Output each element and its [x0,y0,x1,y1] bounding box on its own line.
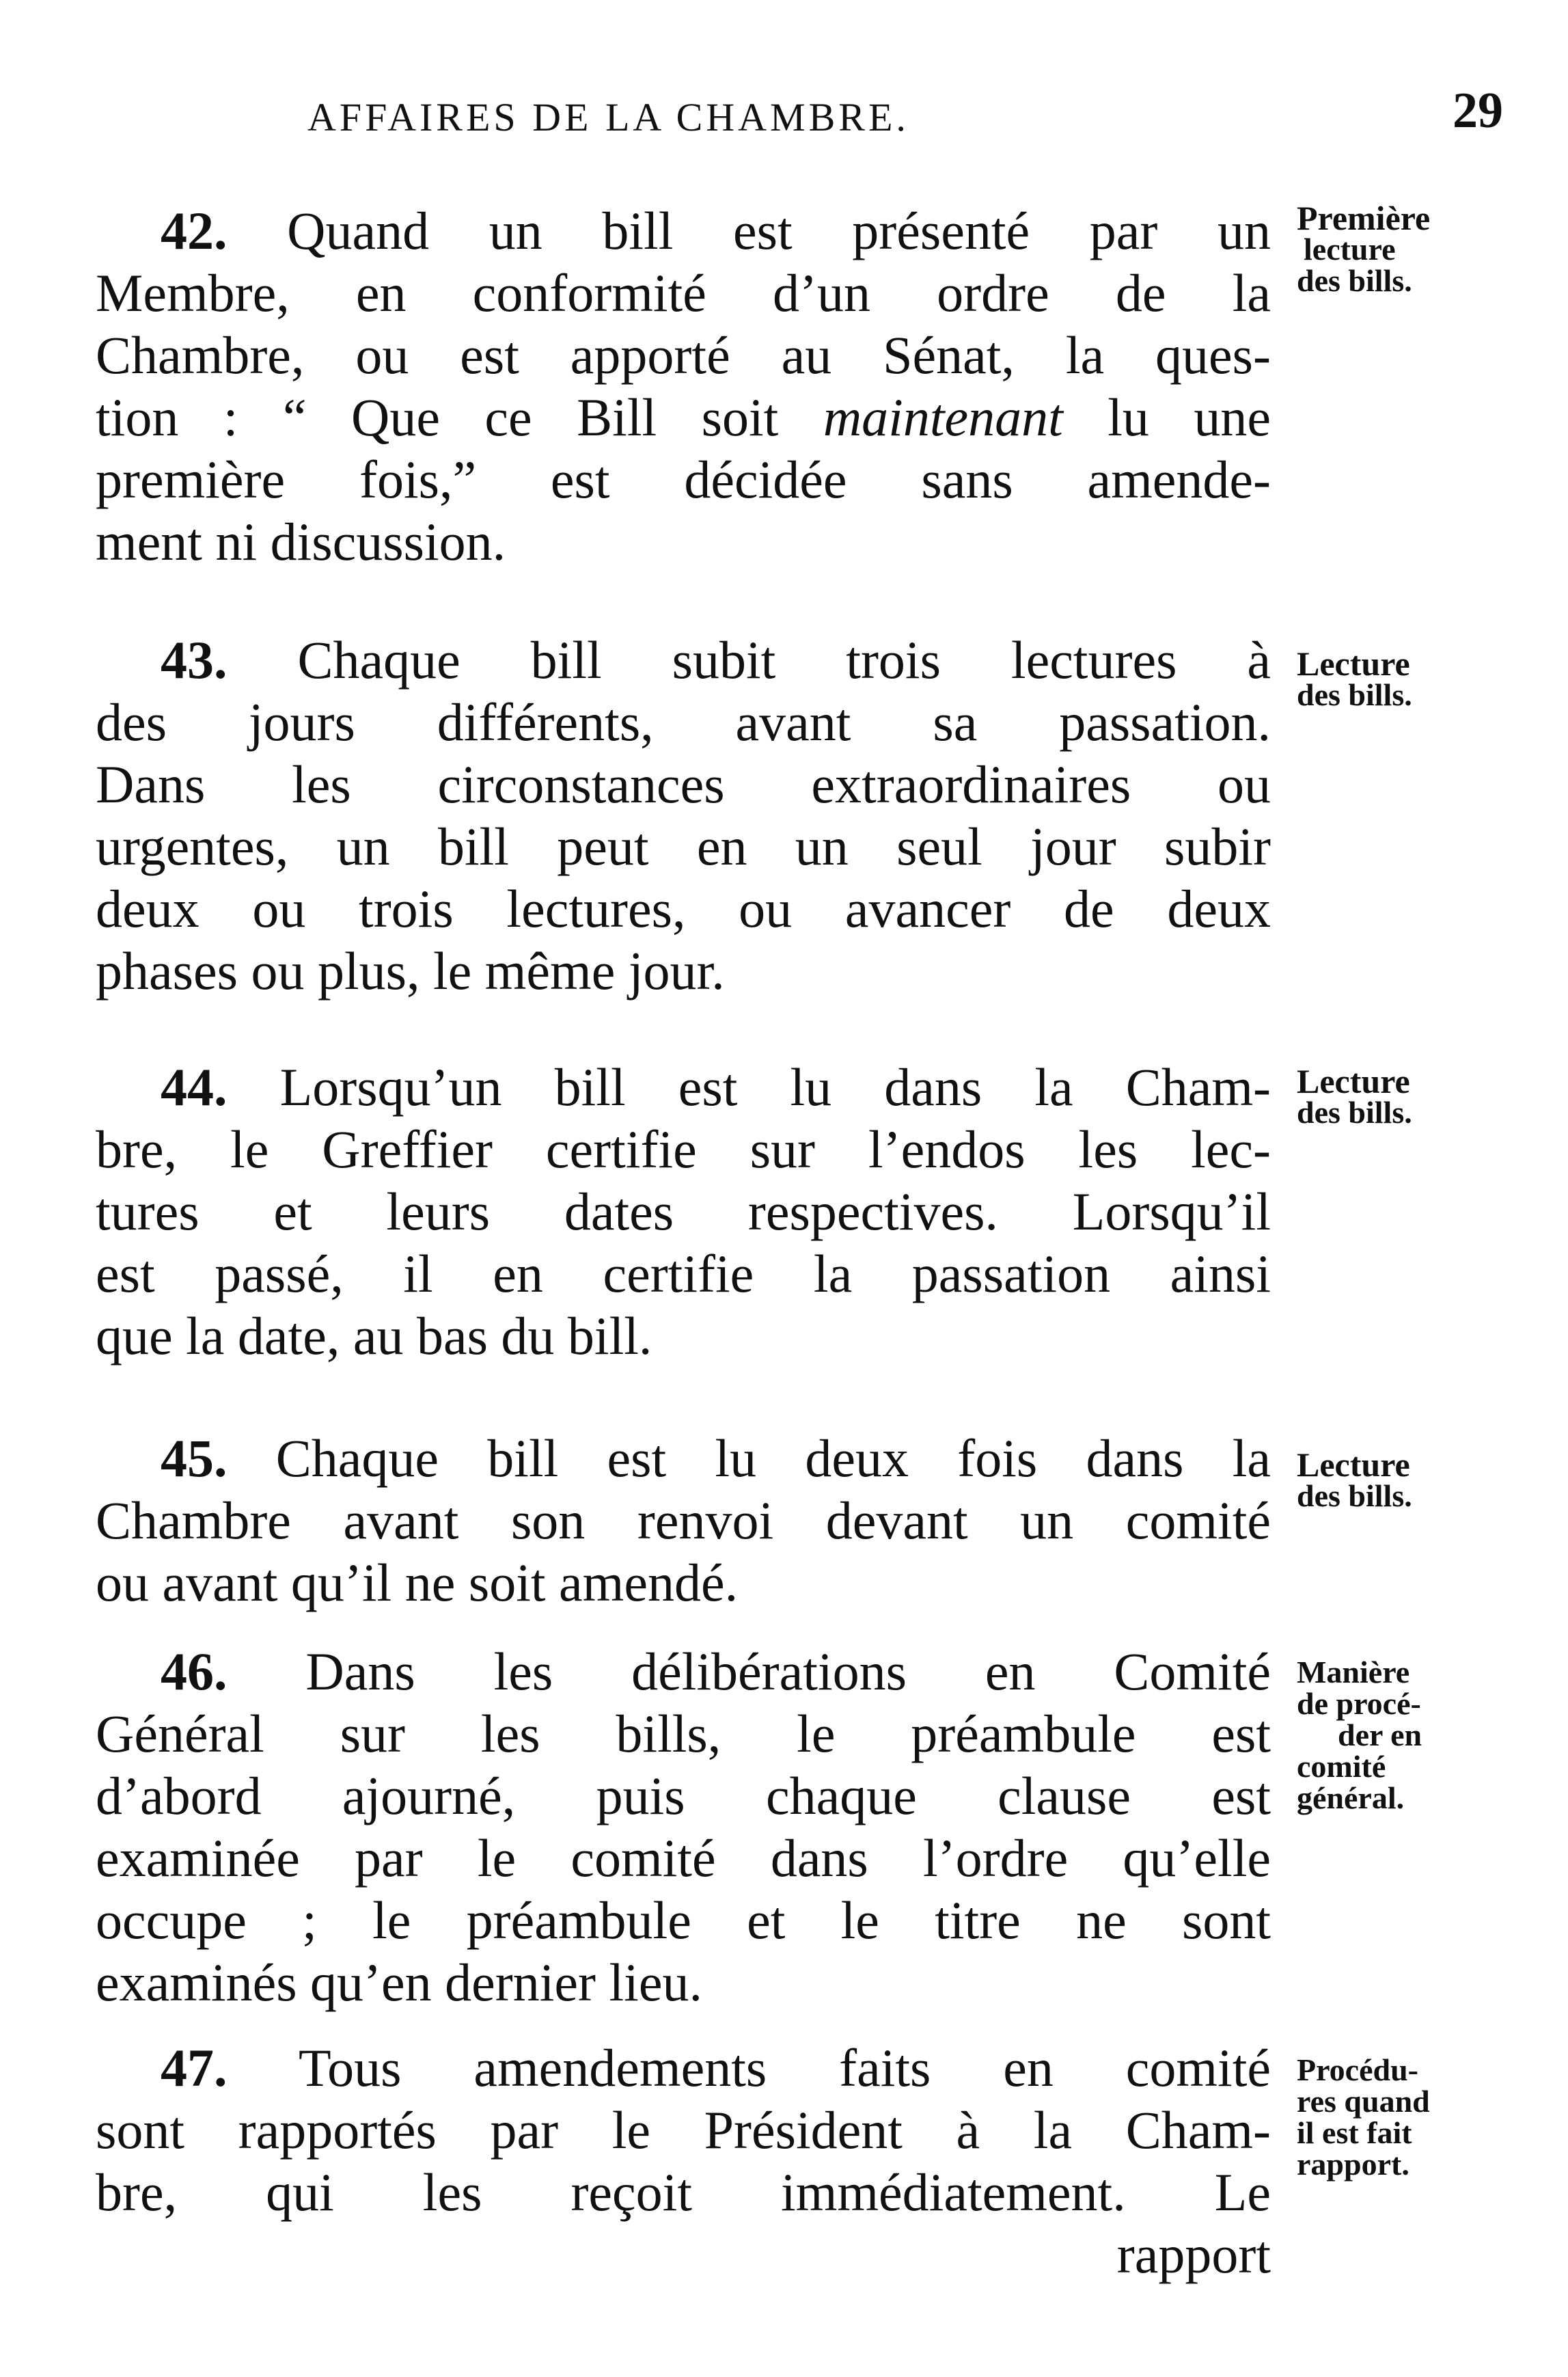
margin-note-line: Lecture [1297,1445,1410,1484]
article-body [96,629,1271,1002]
article-number: 42. [161,201,228,260]
article-number: 44. [161,1057,228,1117]
text-line: tures et leurs dates respectives. Lorsqu’il [96,1182,1271,1241]
text-line [96,200,1271,262]
running-head [96,82,1503,150]
text-line: d’abord ajourné, puis chaque clause est [96,1766,1271,1825]
margin-note [1271,199,1517,298]
line-text: Chaque bill subit trois lectures à [297,630,1271,690]
article-body [96,1640,1271,2013]
text-line: première fois,” est décidée sans amende- [96,450,1271,509]
line-text: Lorsqu’un bill est lu dans la Cham- [279,1057,1271,1117]
margin-note-line: de procé- [1297,1686,1421,1721]
line-text: Quand un bill est présenté par un [287,201,1271,260]
margin-note [1271,1657,1517,1814]
margin-note-line: Manière [1297,1655,1410,1689]
margin-note [1271,1445,1517,1513]
margin-note-line: Lecture [1297,644,1410,683]
text-line: des jours différents, avant sa passation. [96,692,1271,752]
text-line: examinés qu’en dernier lieu. [96,1953,702,2012]
article-body [96,1427,1271,1614]
text-line [96,386,1271,448]
margin-note-line: Lecture [1297,1062,1410,1100]
margin-note-line: général. [1297,1780,1405,1815]
margin-note [1271,2054,1517,2180]
text-line [96,629,1271,691]
margin-note-line: der en [1338,1717,1422,1752]
margin-note [1271,644,1517,712]
text-line: sont rapportés par le Président à la Cham- [96,2100,1271,2160]
margin-note-line: des bills. [1297,1095,1412,1130]
text-line: Général sur les bills, le préambule est [96,1704,1271,1763]
text-line: Chambre avant son renvoi devant un comité [96,1491,1271,1550]
text-line: phases ou plus, le même jour. [96,941,725,1001]
article-number: 45. [161,1428,228,1488]
catchword: rapport [1116,2225,1271,2284]
line-text: Tous amendements faits en comité [298,2038,1271,2097]
margin-note [1271,1062,1517,1130]
line-text: lu une [1108,388,1271,447]
text-line: deux ou trois lectures, ou avancer de deux [96,879,1271,938]
text-line: ment ni discussion. [96,512,506,571]
margin-note-line: des bills. [1297,1478,1412,1513]
text-line: Membre, en conformité d’un ordre de la [96,263,1271,323]
italic-word: maintenant [823,388,1063,447]
margin-note-line: il est fait [1297,2115,1412,2150]
text-line [96,1640,1271,1702]
text-line: bre, le Greffier certifie sur l’endos les lec- [96,1119,1271,1179]
text-line: occupe ; le préambule et le titre ne sont [96,1890,1271,1950]
text-line: que la date, au bas du bill. [96,1306,652,1366]
text-line: examinée par le comité dans l’ordre qu’elle [96,1828,1271,1888]
margin-note-line: rapport. [1297,2147,1409,2182]
text-line: Chambre, ou est apporté au Sénat, la ques- [96,325,1271,385]
article-body [96,2037,1271,2285]
line-text: Chaque bill est lu deux fois dans la [275,1428,1271,1488]
article-number: 47. [161,2038,228,2097]
text-line [96,2037,1271,2099]
margin-note-line: Première [1297,199,1431,237]
text-line: ou avant qu’il ne soit amendé. [96,1553,739,1612]
margin-note-line: des bills. [1297,263,1412,298]
line-text: tion : “ Que ce Bill soit [96,388,779,447]
text-line: Dans les circonstances extraordinaires ou [96,755,1271,814]
text-line [96,1056,1271,1118]
running-title: AFFAIRES DE LA CHAMBRE. [307,95,909,139]
article-number: 43. [161,630,228,690]
margin-note-line: lecture [1304,232,1396,267]
text-line: est passé, il en certifie la passation ainsi [96,1244,1271,1303]
article-body [96,200,1271,573]
text-line [96,1427,1271,1489]
text-line: bre, qui les reçoit immédiatement. Le [96,2162,1271,2222]
margin-note-line: Procédu- [1297,2052,1419,2087]
margin-note-line: comité [1297,1749,1386,1784]
margin-note-line: res quand [1297,2084,1430,2119]
line-text: Dans les délibérations en Comité [305,1642,1271,1701]
article-body [96,1056,1271,1367]
margin-note-line: des bills. [1297,677,1412,712]
article-number: 46. [161,1642,228,1701]
page-number: 29 [1453,83,1503,139]
text-line: urgentes, un bill peut en un seul jour subir [96,817,1271,876]
